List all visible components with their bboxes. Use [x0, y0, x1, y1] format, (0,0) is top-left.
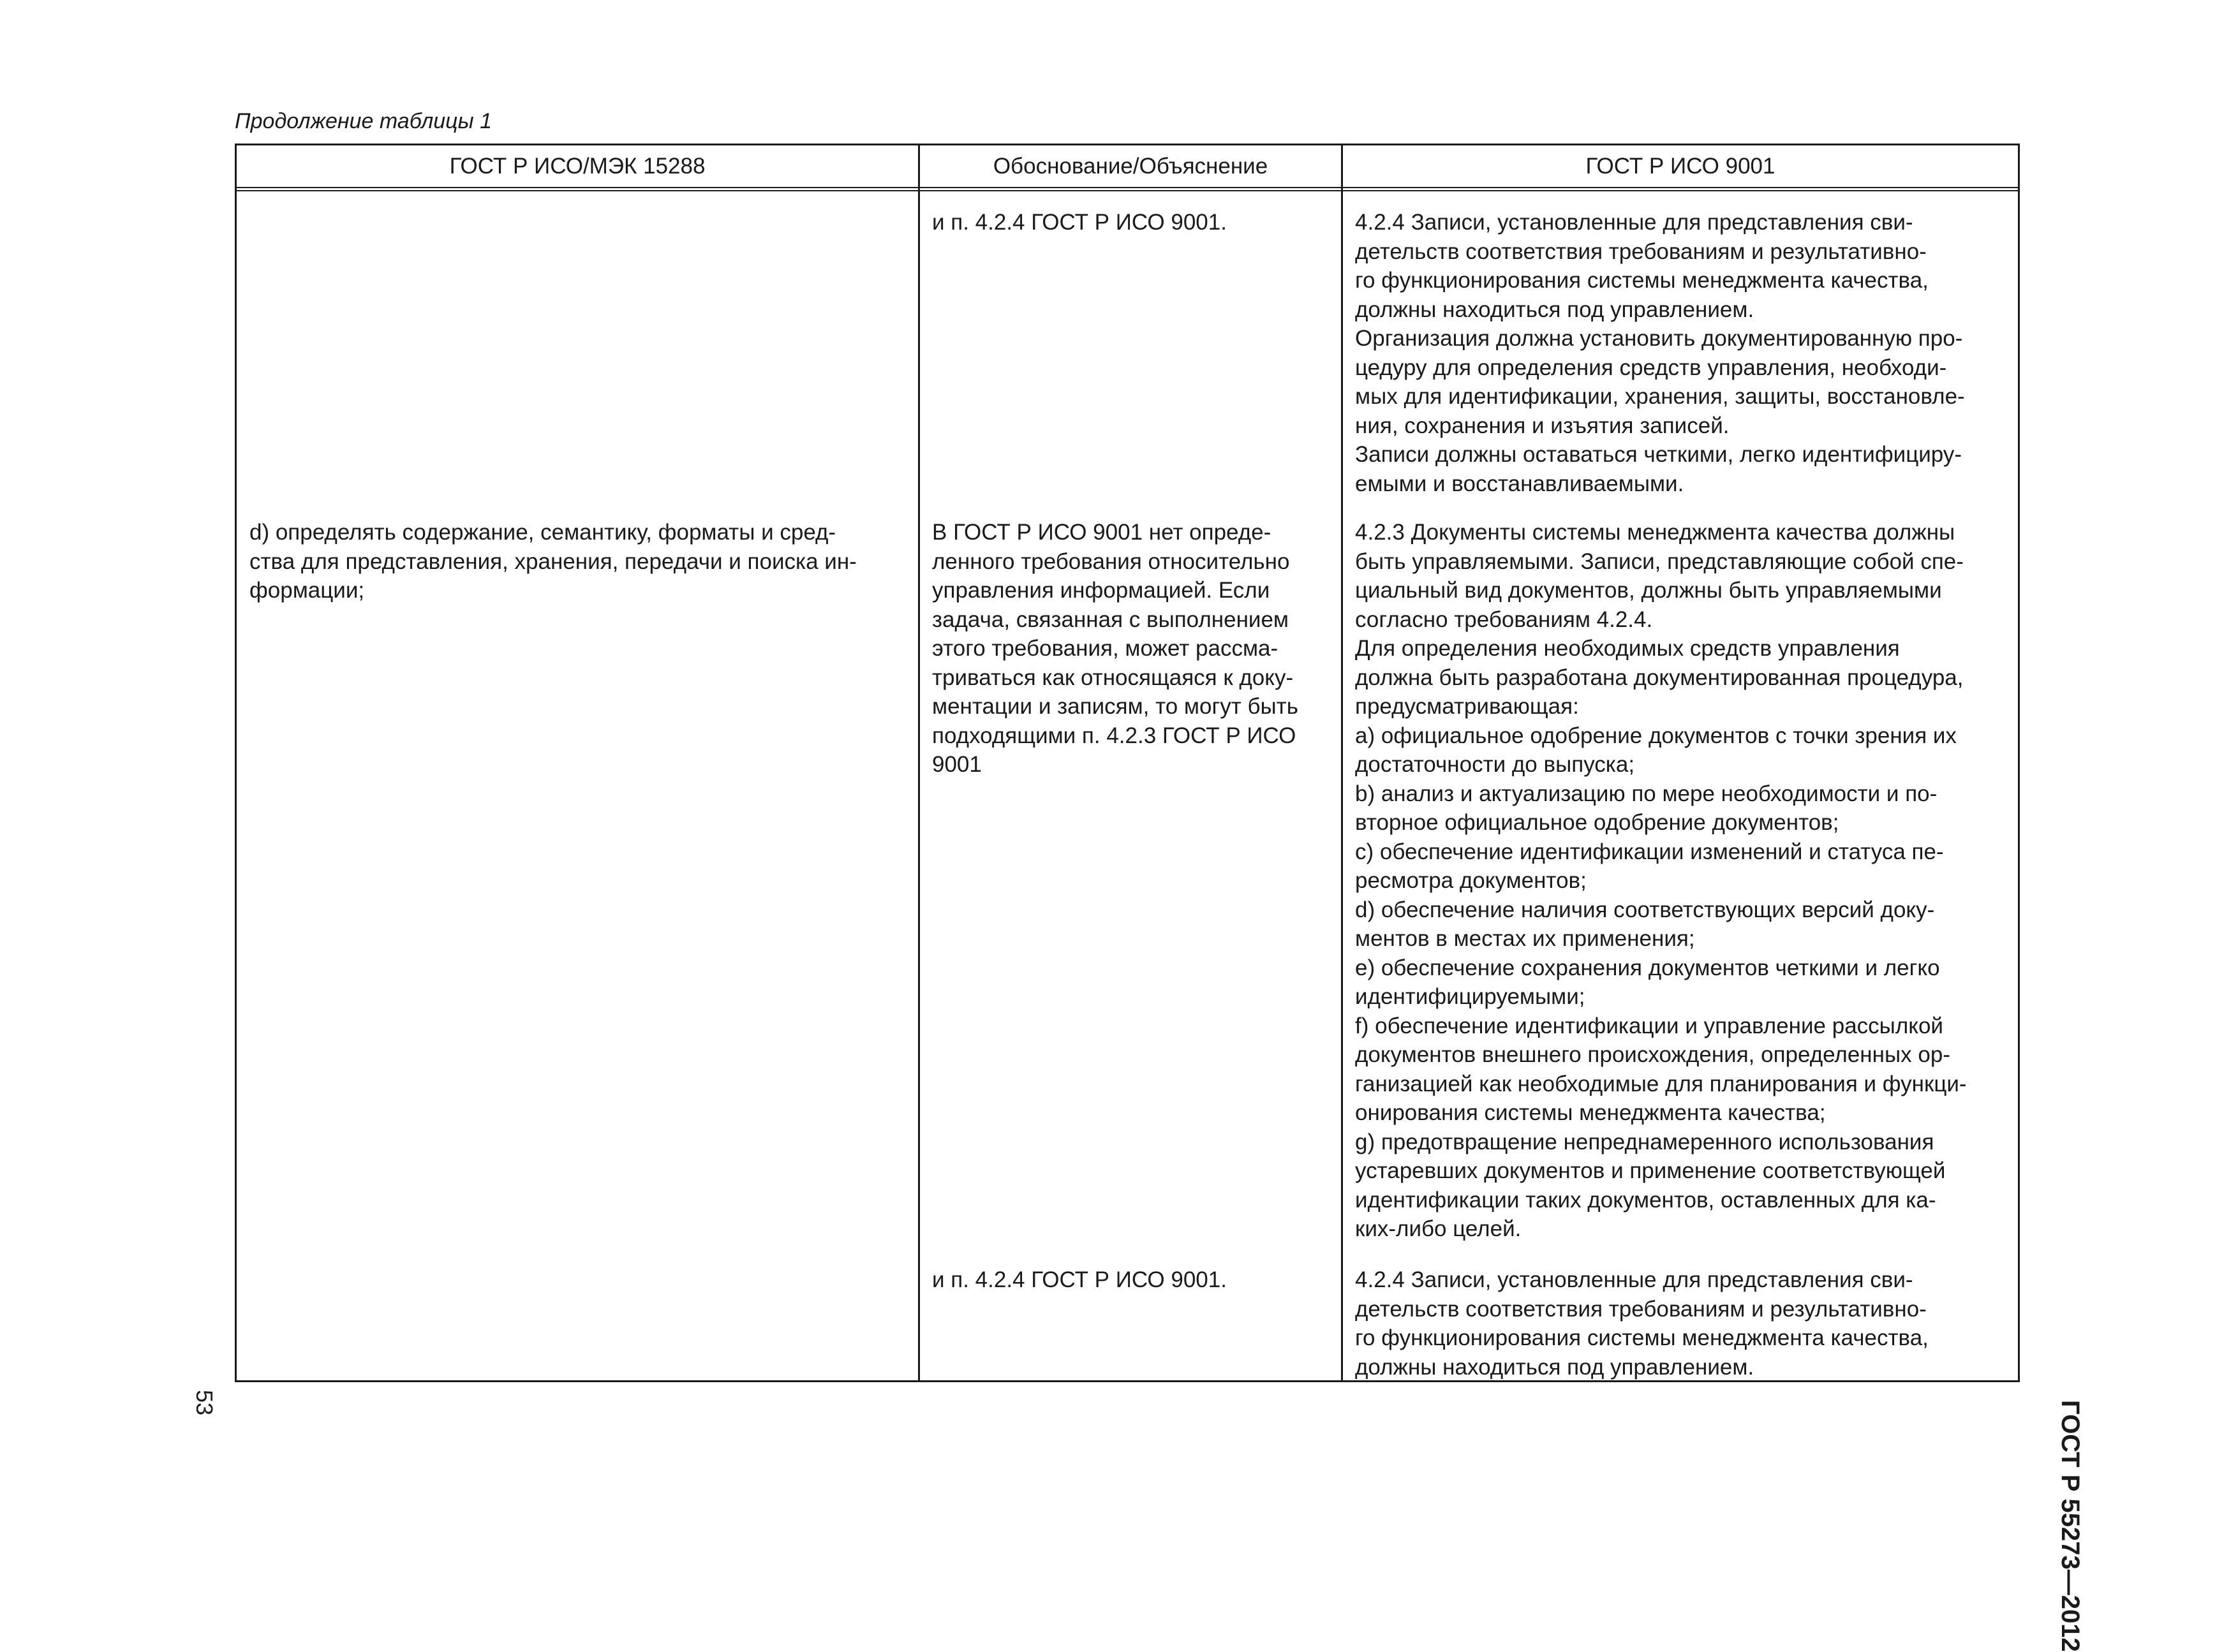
- document-code: ГОСТ Р 55273—2012: [2056, 1400, 2084, 1652]
- comparison-table: [235, 144, 2020, 1382]
- header-rationale: Обоснование/Объяснение: [993, 153, 1268, 179]
- header-iso-9001: ГОСТ Р ИСО 9001: [1585, 153, 1775, 179]
- header-iso-iec-15288: ГОСТ Р ИСО/МЭК 15288: [449, 153, 706, 179]
- table-cell: В ГОСТ Р ИСО 9001 нет опреде- ленного требования относительно управления информацией. Если задача, связанная с выполнением этого требования, может рассма- триваться как относящаяся к доку- ментации и записям, то могут быть подходящими п. 4.2.3 ГОСТ Р ИСО 9001: [932, 520, 1298, 777]
- table-cell: 4.2.4 Записи, установленные для представления сви- детельств соответствия требованиям и результативно- го функционирования системы менеджмента качества, должны находиться под управлением.: [1355, 1267, 1929, 1380]
- column-divider: [1341, 145, 1343, 1380]
- table-header-row: [237, 145, 2018, 191]
- table-cell: 4.2.3 Документы системы менеджмента качества должны быть управляемыми. Записи, представляющие собой спе- циальный вид документов, должны быть управляемыми согласно требованиям 4.2.4. Для определения необходимых средств управления должна быть разработана документированная процедура, предусматривающая: a) официальное одобрение документов с точки зрения их достаточности до выпуска; b) анализ и актуализацию по мере необходимости и по- вторное официальное одобрение документов; c) обеспечение идентификации изменений и статуса пе- ресмотра документов; d) обеспечение наличия соответствующих версий доку- ментов в местах их применения; e) обеспечение сохранения документов четкими и легко идентифицируемыми; f) обеспечение идентификации и управление рассылкой документов внешнего происхождения, определенных ор- ганизацией как необходимые для планирования и функци- онирования системы менеджмента качества; g) предотвращение непреднамеренного использования устаревших документов и применение соответствующей идентификации таких документов, оставленных для ка- ких-либо целей.: [1355, 520, 1967, 1241]
- column-divider: [918, 145, 920, 1380]
- table-caption: Продолжение таблицы 1: [235, 109, 492, 133]
- table-cell: и п. 4.2.4 ГОСТ Р ИСО 9001.: [932, 1267, 1227, 1292]
- table-cell: и п. 4.2.4 ГОСТ Р ИСО 9001.: [932, 210, 1227, 235]
- table-cell: 4.2.4 Записи, установленные для представления сви- детельств соответствия требованиям и результативно- го функционирования системы менеджмента качества, должны находиться под управлением. Организация должна установить документированную про- цедуру для определения средств управления, необходи- мых для идентификации, хранения, защиты, восстановле- ния, сохранения и изъятия записей. Записи должны оставаться четкими, легко идентифициру- емыми и восстанавливаемыми.: [1355, 210, 1965, 496]
- page-number: 53: [191, 1389, 218, 1416]
- table-cell: d) определять содержание, семантику, форматы и сред- ства для представления, хранения, передачи и поиска ин- формации;: [249, 520, 857, 603]
